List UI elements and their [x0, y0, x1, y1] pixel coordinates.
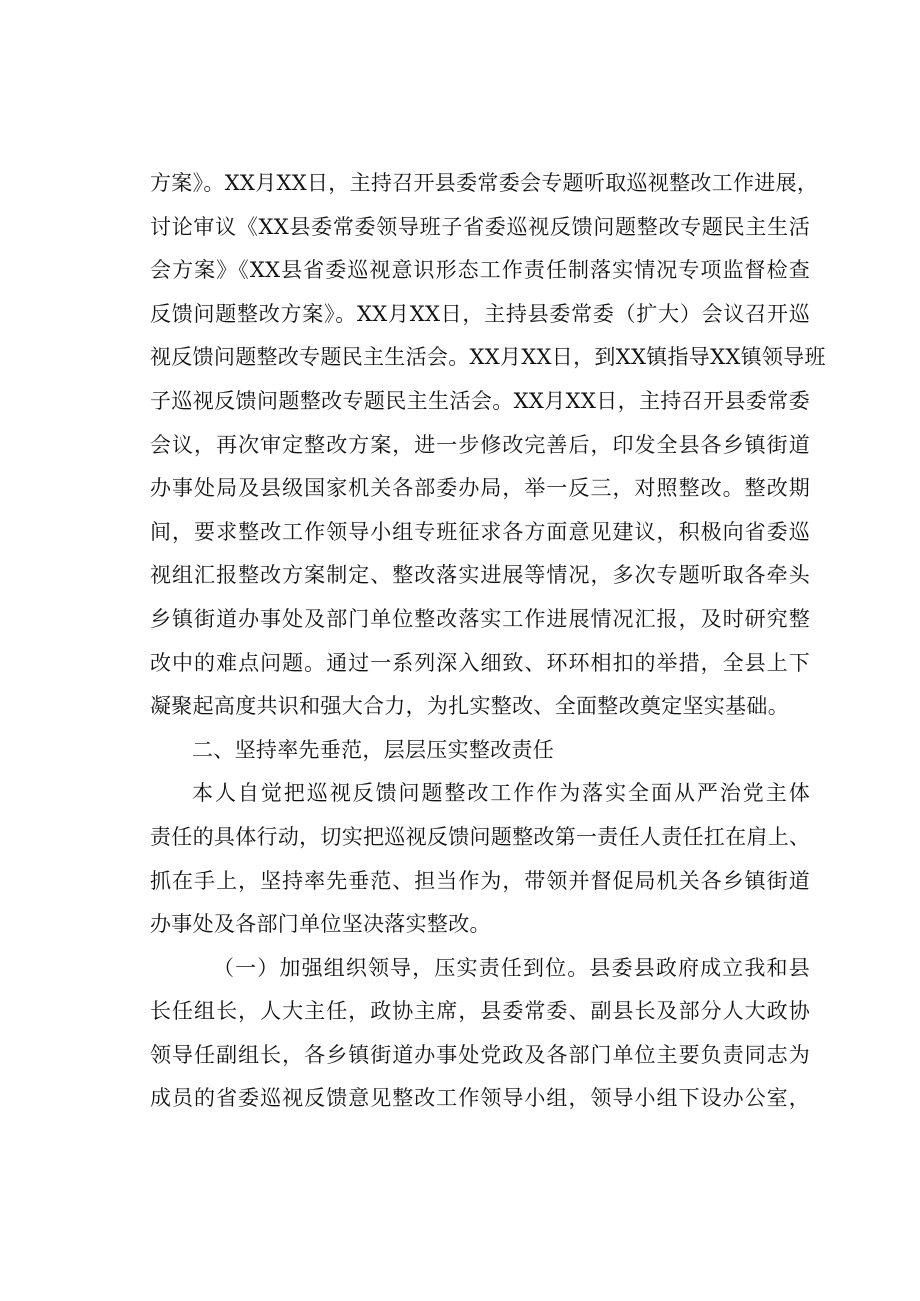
text-line: 办事处局及县级国家机关各部委办局，举一反三，对照整改。整改期	[150, 476, 810, 501]
document-page	[150, 162, 826, 1121]
text-line: 视组汇报整改方案制定、整改落实进展等情况，多次专题听取各牵头	[150, 563, 810, 588]
text-line: 子巡视反馈问题整改专题民主生活会。XX月XX日，主持召开县委常委	[150, 388, 810, 413]
paragraph-meeting-progress	[150, 162, 826, 729]
text-line: 责任的具体行动，切实把巡视反馈问题整改第一责任人责任扛在肩上、	[150, 824, 811, 849]
text-line: 领导任副组长，各乡镇街道办事处党政及各部门单位主要负责同志为	[150, 1042, 810, 1067]
text-line: 改中的难点问题。通过一系列深入细致、环环相扣的举措，全县上下	[150, 650, 810, 675]
text-line: 本人自觉把巡视反馈问题整改工作作为落实全面从严治党主体	[192, 781, 810, 806]
text-line: 凝聚起高度共识和强大合力，为扎实整改、全面整改奠定坚实基础。	[150, 694, 789, 719]
paragraph-organization-leadership	[150, 947, 810, 1121]
text-line: 反馈问题整改方案》。XX月XX日，主持县委常委（扩大）会议召开巡	[150, 301, 810, 326]
text-line: 长任组长，人大主任，政协主席，县委常委、副县长及部分人大政协	[150, 999, 810, 1024]
text-line: （一）加强组织领导，压实责任到位。县委县政府成立我和县	[213, 955, 810, 980]
text-line: 视反馈问题整改专题民主生活会。XX月XX日，到XX镇指导XX镇领导班	[150, 345, 826, 370]
text-line: 办事处及各部门单位坚决落实整改。	[150, 912, 491, 937]
heading-text: 二、坚持率先垂范，层层压实整改责任	[192, 737, 555, 762]
text-line: 讨论审议《XX县委常委领导班子省委巡视反馈问题整改专题民主生活	[150, 214, 810, 239]
text-line: 抓在手上，坚持率先垂范、担当作为，带领并督促局机关各乡镇街道	[150, 868, 810, 893]
section-heading-2	[150, 729, 810, 773]
text-line: 方案》。XX月XX日，主持召开县委常委会专题听取巡视整改工作进展，	[150, 171, 819, 195]
paragraph-responsibility	[150, 772, 810, 946]
text-line: 乡镇街道办事处及部门单位整改落实工作进展情况汇报，及时研究整	[150, 606, 810, 631]
text-line: 会议，再次审定整改方案，进一步修改完善后，印发全县各乡镇街道	[150, 432, 810, 457]
text-line: 会方案》《XX县省委巡视意识形态工作责任制落实情况专项监督检查	[150, 258, 810, 283]
text-line: 成员的省委巡视反馈意见整改工作领导小组，领导小组下设办公室，	[150, 1086, 810, 1111]
text-line: 间，要求整改工作领导小组专班征求各方面意见建议，积极向省委巡	[150, 519, 810, 544]
